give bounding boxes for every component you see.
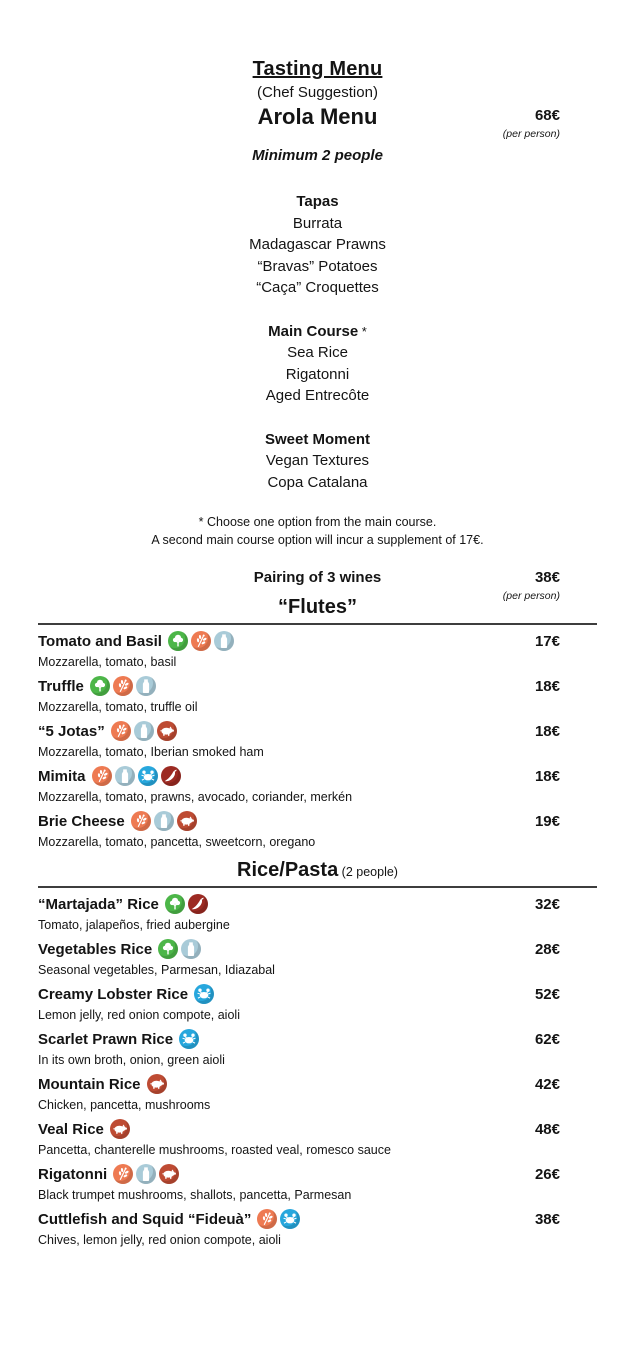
arola-menu-price: 68€ xyxy=(534,107,560,124)
milk-icon xyxy=(136,676,156,696)
page-title: Tasting Menu xyxy=(252,58,383,80)
pork-icon xyxy=(177,811,197,831)
shellfish-icon xyxy=(138,766,158,786)
allergen-icon-row xyxy=(131,811,197,831)
allergen-icon-row xyxy=(168,631,234,651)
menu-item-top xyxy=(38,983,597,1005)
menu-item-top xyxy=(38,810,597,832)
allergen-icon-row xyxy=(194,984,214,1004)
menu-item-row xyxy=(38,983,597,1023)
menu-item-row xyxy=(38,938,597,978)
pork-icon xyxy=(159,1164,179,1184)
gluten-icon xyxy=(92,766,112,786)
allergen-icon-row xyxy=(90,676,156,696)
allergen-icon-row xyxy=(257,1209,300,1229)
course-item: “Bravas” Potatoes xyxy=(257,257,378,275)
note-line: A second main course option will incur a supplement of 17€. xyxy=(151,532,484,547)
gluten-icon xyxy=(257,1209,277,1229)
gluten-icon xyxy=(111,721,131,741)
menu-item-price: 38€ xyxy=(534,1210,560,1228)
allergen-icon-row xyxy=(158,939,201,959)
course-group xyxy=(38,429,597,494)
menu-item-price: 48€ xyxy=(534,1120,560,1138)
course-group xyxy=(38,191,597,299)
menu-item-description: Tomato, jalapeños, fried aubergine xyxy=(38,918,230,932)
arola-menu-row xyxy=(38,104,597,140)
menu-item-row xyxy=(38,1118,597,1158)
arola-menu-per-person: (per person) xyxy=(502,128,560,140)
menu-item-top xyxy=(38,765,597,787)
course-title: Sweet Moment xyxy=(264,430,370,448)
vegetarian-icon xyxy=(168,631,188,651)
menu-item-name: Tomato and Basil xyxy=(38,632,162,650)
menu-item-top xyxy=(38,1073,597,1095)
menu-item-name: Mimita xyxy=(38,767,86,785)
menu-item-description: Mozzarella, tomato, basil xyxy=(38,655,177,669)
menu-item-name: Creamy Lobster Rice xyxy=(38,985,189,1003)
gluten-icon xyxy=(113,1164,133,1184)
milk-icon xyxy=(214,631,234,651)
pork-icon xyxy=(110,1119,130,1139)
section-title-suffix: (2 people) xyxy=(338,865,398,879)
gluten-icon xyxy=(131,811,151,831)
menu-item-row xyxy=(38,1163,597,1203)
menu-item-price: 26€ xyxy=(534,1165,560,1183)
pork-icon xyxy=(157,721,177,741)
section-title: Rice/Pasta (2 people) xyxy=(38,859,597,888)
menu-item-name: Scarlet Prawn Rice xyxy=(38,1030,174,1048)
course-list xyxy=(38,191,597,493)
wine-pairing-price: 38€ xyxy=(534,569,560,586)
course-item: Burrata xyxy=(292,214,343,232)
menu-item-row xyxy=(38,630,597,670)
menu-item-top xyxy=(38,1118,597,1140)
course-group xyxy=(38,321,597,407)
gluten-icon xyxy=(113,676,133,696)
milk-icon xyxy=(181,939,201,959)
menu-section xyxy=(38,859,597,1248)
menu-item-name: Cuttlefish and Squid “Fideuà” xyxy=(38,1210,252,1228)
course-title-suffix: * xyxy=(358,323,367,339)
gluten-icon xyxy=(191,631,211,651)
milk-icon xyxy=(115,766,135,786)
menu-item-price: 17€ xyxy=(534,632,560,650)
allergen-icon-row xyxy=(179,1029,199,1049)
course-title: Main Course * xyxy=(268,322,367,340)
menu-item-top xyxy=(38,630,597,652)
note-line: * Choose one option from the main course. xyxy=(198,515,437,529)
wine-pairing-price-block xyxy=(503,569,560,602)
menu-sections xyxy=(38,596,597,1248)
course-item: Vegan Textures xyxy=(265,452,370,469)
menu-item-price: 18€ xyxy=(534,767,560,785)
milk-icon xyxy=(134,721,154,741)
menu-item-description: In its own broth, onion, green aioli xyxy=(38,1053,225,1067)
tasting-menu-header xyxy=(38,58,597,602)
course-item: Copa Catalana xyxy=(267,473,368,491)
menu-item-row xyxy=(38,810,597,850)
shellfish-icon xyxy=(280,1209,300,1229)
menu-item-top xyxy=(38,720,597,742)
menu-item-row xyxy=(38,1073,597,1113)
vegetarian-icon xyxy=(158,939,178,959)
menu-item-top xyxy=(38,1163,597,1185)
course-item: Rigatonni xyxy=(285,365,350,383)
menu-item-price: 18€ xyxy=(534,722,560,740)
allergen-icon-row xyxy=(165,894,208,914)
menu-item-price: 42€ xyxy=(534,1075,560,1093)
minimum-people-note: Minimum 2 people xyxy=(252,147,383,164)
menu-item-price: 18€ xyxy=(534,677,560,695)
spicy-icon xyxy=(161,766,181,786)
menu-item-name: Veal Rice xyxy=(38,1120,104,1138)
menu-item-description: Pancetta, chanterelle mushrooms, roasted veal, romesco sauce xyxy=(38,1143,391,1157)
menu-item-name: Rigatonni xyxy=(38,1165,108,1183)
menu-item-price: 62€ xyxy=(534,1030,560,1048)
allergen-icon-row xyxy=(113,1164,179,1184)
arola-menu-title: Arola Menu xyxy=(257,104,378,129)
menu-section xyxy=(38,596,597,850)
shellfish-icon xyxy=(194,984,214,1004)
milk-icon xyxy=(136,1164,156,1184)
menu-item-description: Mozzarella, tomato, truffle oil xyxy=(38,700,198,714)
menu-item-name: Truffle xyxy=(38,677,84,695)
menu-item-name: Brie Cheese xyxy=(38,812,125,830)
menu-item-price: 52€ xyxy=(534,985,560,1003)
course-item: Sea Rice xyxy=(287,344,348,361)
course-item: Madagascar Prawns xyxy=(249,236,386,253)
menu-item-row xyxy=(38,675,597,715)
menu-item-top xyxy=(38,1208,597,1230)
menu-item-price: 19€ xyxy=(534,812,560,830)
course-title: Tapas xyxy=(296,193,339,210)
menu-item-top xyxy=(38,893,597,915)
allergen-icon-row xyxy=(110,1119,130,1139)
course-item: Aged Entrecôte xyxy=(265,387,370,404)
allergen-icon-row xyxy=(147,1074,167,1094)
menu-item-name: Vegetables Rice xyxy=(38,940,153,958)
menu-item-description: Chives, lemon jelly, red onion compote, aioli xyxy=(38,1233,281,1247)
menu-item-name: “5 Jotas” xyxy=(38,722,105,740)
menu-item-row xyxy=(38,893,597,933)
menu-item-name: “Martajada” Rice xyxy=(38,895,159,913)
menu-item-top xyxy=(38,1028,597,1050)
wine-pairing-label: Pairing of 3 wines xyxy=(253,569,382,586)
menu-item-description: Mozzarella, tomato, prawns, avocado, coriander, merkén xyxy=(38,790,353,804)
milk-icon xyxy=(154,811,174,831)
menu-item-top xyxy=(38,675,597,697)
allergen-icon-row xyxy=(92,766,181,786)
menu-item-row xyxy=(38,1028,597,1068)
menu-item-row xyxy=(38,720,597,760)
menu-notes xyxy=(38,514,597,549)
menu-item-row xyxy=(38,765,597,805)
menu-item-price: 32€ xyxy=(534,895,560,913)
shellfish-icon xyxy=(179,1029,199,1049)
menu-item-name: Mountain Rice xyxy=(38,1075,141,1093)
menu-item-description: Black trumpet mushrooms, shallots, pancetta, Parmesan xyxy=(38,1188,352,1202)
pork-icon xyxy=(147,1074,167,1094)
course-item: “Caça” Croquettes xyxy=(256,279,379,296)
spicy-icon xyxy=(188,894,208,914)
vegetarian-icon xyxy=(90,676,110,696)
menu-item-row xyxy=(38,1208,597,1248)
allergen-icon-row xyxy=(111,721,177,741)
arola-menu-price-block xyxy=(503,107,560,140)
menu-item-description: Seasonal vegetables, Parmesan, Idiazabal xyxy=(38,963,275,977)
menu-item-description: Chicken, pancetta, mushrooms xyxy=(38,1098,211,1112)
wine-pairing-per-person: (per person) xyxy=(502,590,560,602)
menu-item-top xyxy=(38,938,597,960)
menu-item-description: Mozzarella, tomato, pancetta, sweetcorn, oregano xyxy=(38,835,316,849)
menu-item-description: Lemon jelly, red onion compote, aioli xyxy=(38,1008,240,1022)
vegetarian-icon xyxy=(165,894,185,914)
menu-item-description: Mozzarella, tomato, Iberian smoked ham xyxy=(38,745,264,759)
page-subtitle: (Chef Suggestion) xyxy=(257,84,378,101)
section-title: “Flutes” xyxy=(38,596,597,625)
wine-pairing-row xyxy=(38,569,597,602)
menu-item-price: 28€ xyxy=(534,940,560,958)
